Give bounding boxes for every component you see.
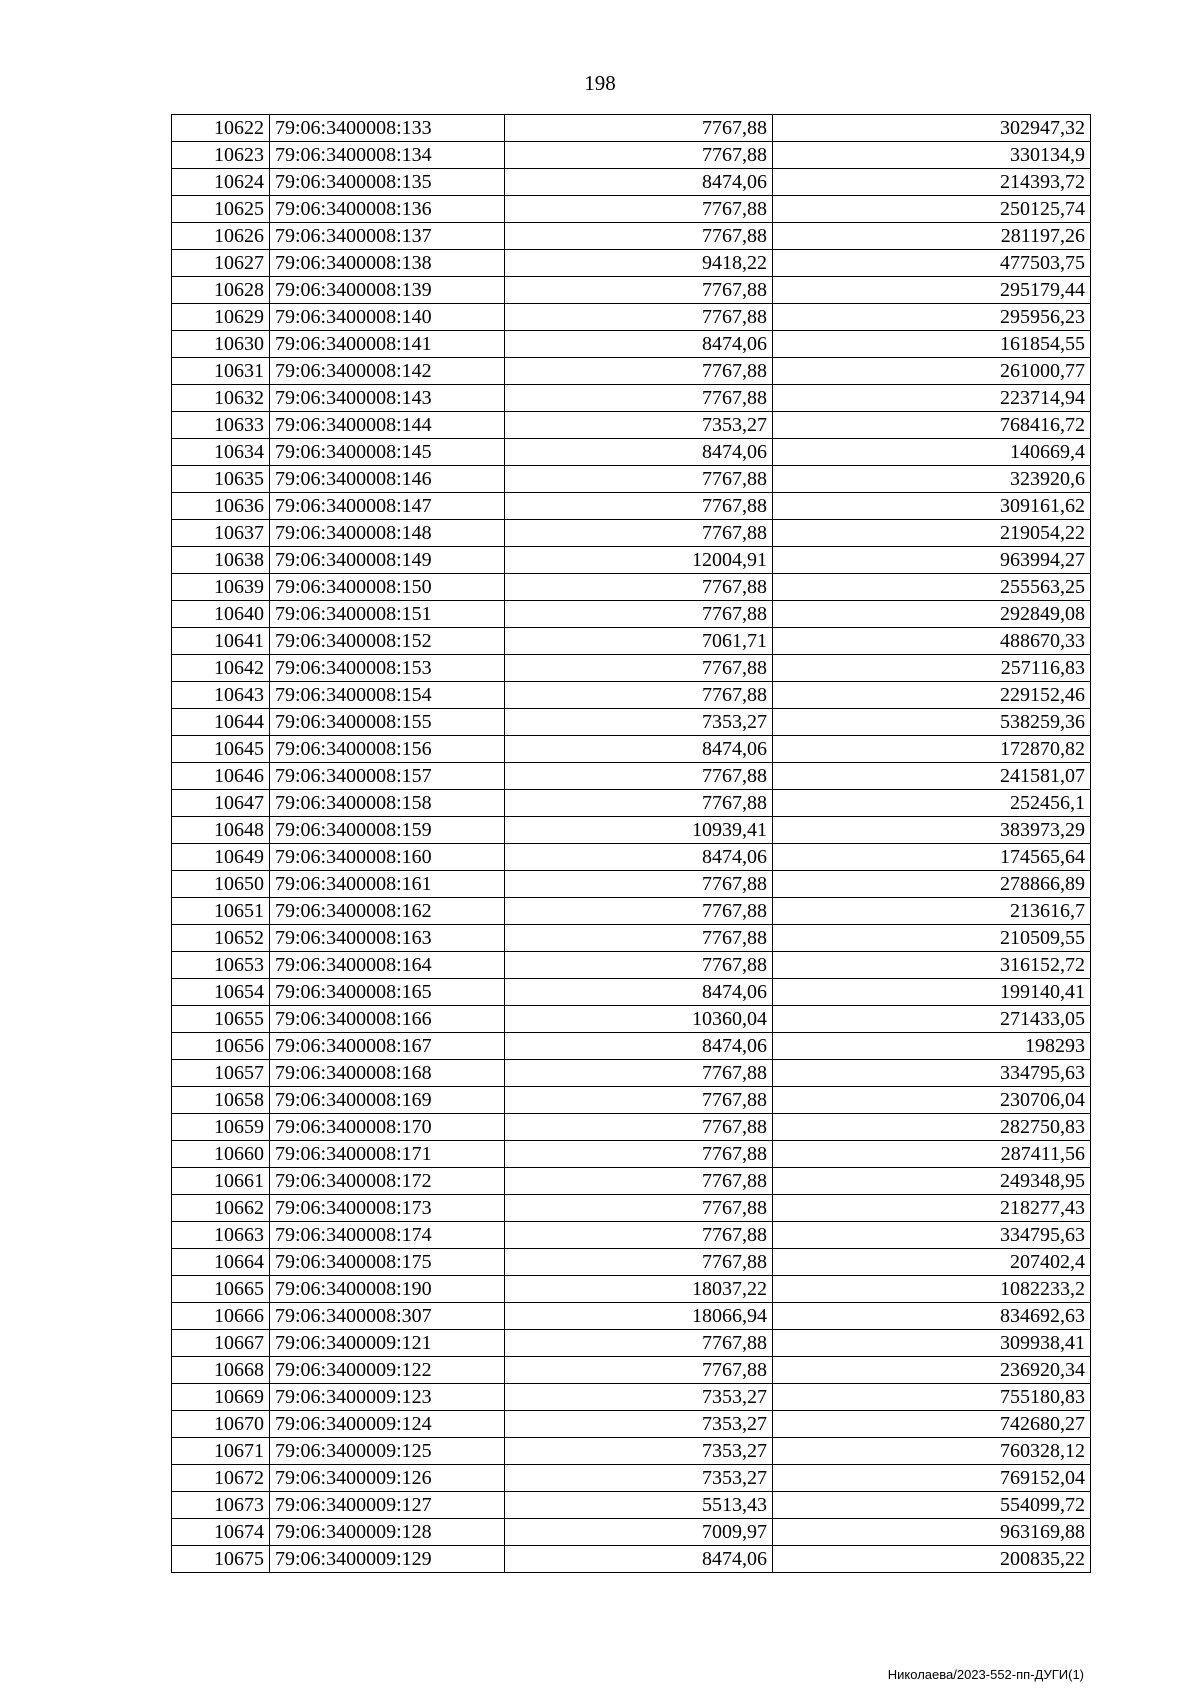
row-number-cell: 10639 [172, 574, 270, 601]
area-value-cell: 7767,88 [505, 682, 773, 709]
cadastral-value-cell: 250125,74 [773, 196, 1091, 223]
cadastral-value-cell: 161854,55 [773, 331, 1091, 358]
row-number-cell: 10649 [172, 844, 270, 871]
table-row [172, 1411, 1091, 1438]
area-value-cell: 7767,88 [505, 898, 773, 925]
cadastral-number-cell: 79:06:3400008:174 [270, 1222, 505, 1249]
area-value-cell: 12004,91 [505, 547, 773, 574]
area-value-cell: 8474,06 [505, 169, 773, 196]
cadastral-number-cell: 79:06:3400008:140 [270, 304, 505, 331]
cadastral-number-cell: 79:06:3400009:126 [270, 1465, 505, 1492]
area-value-cell: 7767,88 [505, 1195, 773, 1222]
row-number-cell: 10659 [172, 1114, 270, 1141]
row-number-cell: 10661 [172, 1168, 270, 1195]
cadastral-number-cell: 79:06:3400008:170 [270, 1114, 505, 1141]
cadastral-value-cell: 330134,9 [773, 142, 1091, 169]
table-body [172, 115, 1091, 1573]
table-row [172, 277, 1091, 304]
document-footer-reference: Николаева/2023-552-пп-ДУГИ(1) [887, 1667, 1084, 1682]
row-number-cell: 10652 [172, 925, 270, 952]
row-number-cell: 10672 [172, 1465, 270, 1492]
cadastral-value-cell: 554099,72 [773, 1492, 1091, 1519]
cadastral-number-cell: 79:06:3400008:165 [270, 979, 505, 1006]
cadastral-value-cell: 219054,22 [773, 520, 1091, 547]
cadastral-value-cell: 199140,41 [773, 979, 1091, 1006]
area-value-cell: 7767,88 [505, 925, 773, 952]
cadastral-number-cell: 79:06:3400009:121 [270, 1330, 505, 1357]
row-number-cell: 10638 [172, 547, 270, 574]
cadastral-value-cell: 213616,7 [773, 898, 1091, 925]
cadastral-value-cell: 538259,36 [773, 709, 1091, 736]
table-row [172, 682, 1091, 709]
table-row [172, 1519, 1091, 1546]
area-value-cell: 7767,88 [505, 358, 773, 385]
row-number-cell: 10671 [172, 1438, 270, 1465]
cadastral-value-cell: 834692,63 [773, 1303, 1091, 1330]
table-row [172, 1195, 1091, 1222]
cadastral-value-cell: 760328,12 [773, 1438, 1091, 1465]
area-value-cell: 7767,88 [505, 142, 773, 169]
cadastral-number-cell: 79:06:3400008:175 [270, 1249, 505, 1276]
area-value-cell: 7767,88 [505, 1168, 773, 1195]
cadastral-number-cell: 79:06:3400008:158 [270, 790, 505, 817]
table-row [172, 358, 1091, 385]
cadastral-number-cell: 79:06:3400008:139 [270, 277, 505, 304]
table-row [172, 493, 1091, 520]
cadastral-value-cell: 229152,46 [773, 682, 1091, 709]
area-value-cell: 7767,88 [505, 601, 773, 628]
area-value-cell: 8474,06 [505, 979, 773, 1006]
cadastral-value-cell: 768416,72 [773, 412, 1091, 439]
table-row [172, 844, 1091, 871]
table-row [172, 736, 1091, 763]
row-number-cell: 10634 [172, 439, 270, 466]
row-number-cell: 10647 [172, 790, 270, 817]
area-value-cell: 7767,88 [505, 1141, 773, 1168]
table-row [172, 1114, 1091, 1141]
cadastral-value-cell: 218277,43 [773, 1195, 1091, 1222]
cadastral-number-cell: 79:06:3400008:163 [270, 925, 505, 952]
table-row [172, 304, 1091, 331]
cadastral-number-cell: 79:06:3400008:144 [270, 412, 505, 439]
cadastral-number-cell: 79:06:3400008:138 [270, 250, 505, 277]
cadastral-number-cell: 79:06:3400008:150 [270, 574, 505, 601]
cadastral-value-cell: 1082233,2 [773, 1276, 1091, 1303]
table-row [172, 1330, 1091, 1357]
cadastral-value-cell: 488670,33 [773, 628, 1091, 655]
cadastral-value-cell: 477503,75 [773, 250, 1091, 277]
area-value-cell: 7767,88 [505, 304, 773, 331]
cadastral-number-cell: 79:06:3400008:142 [270, 358, 505, 385]
area-value-cell: 7767,88 [505, 1087, 773, 1114]
row-number-cell: 10670 [172, 1411, 270, 1438]
cadastral-value-cell: 963994,27 [773, 547, 1091, 574]
table-row [172, 1465, 1091, 1492]
table-row [172, 1033, 1091, 1060]
table-row [172, 763, 1091, 790]
cadastral-number-cell: 79:06:3400009:124 [270, 1411, 505, 1438]
row-number-cell: 10673 [172, 1492, 270, 1519]
row-number-cell: 10651 [172, 898, 270, 925]
row-number-cell: 10650 [172, 871, 270, 898]
area-value-cell: 7767,88 [505, 493, 773, 520]
cadastral-value-cell: 278866,89 [773, 871, 1091, 898]
table-row [172, 169, 1091, 196]
cadastral-value-cell: 255563,25 [773, 574, 1091, 601]
cadastral-number-cell: 79:06:3400008:164 [270, 952, 505, 979]
row-number-cell: 10664 [172, 1249, 270, 1276]
cadastral-number-cell: 79:06:3400008:167 [270, 1033, 505, 1060]
row-number-cell: 10663 [172, 1222, 270, 1249]
cadastral-number-cell: 79:06:3400008:151 [270, 601, 505, 628]
row-number-cell: 10653 [172, 952, 270, 979]
area-value-cell: 7353,27 [505, 1465, 773, 1492]
cadastral-number-cell: 79:06:3400008:156 [270, 736, 505, 763]
table-row [172, 250, 1091, 277]
table-row [172, 709, 1091, 736]
row-number-cell: 10655 [172, 1006, 270, 1033]
cadastral-value-cell: 172870,82 [773, 736, 1091, 763]
area-value-cell: 7767,88 [505, 655, 773, 682]
cadastral-number-cell: 79:06:3400008:166 [270, 1006, 505, 1033]
row-number-cell: 10627 [172, 250, 270, 277]
area-value-cell: 7767,88 [505, 952, 773, 979]
area-value-cell: 5513,43 [505, 1492, 773, 1519]
area-value-cell: 7767,88 [505, 466, 773, 493]
area-value-cell: 7767,88 [505, 196, 773, 223]
area-value-cell: 7353,27 [505, 709, 773, 736]
table-row [172, 1303, 1091, 1330]
cadastral-value-cell: 282750,83 [773, 1114, 1091, 1141]
cadastral-number-cell: 79:06:3400008:149 [270, 547, 505, 574]
cadastral-value-cell: 200835,22 [773, 1546, 1091, 1573]
table-row [172, 871, 1091, 898]
area-value-cell: 8474,06 [505, 331, 773, 358]
cadastral-value-cell: 140669,4 [773, 439, 1091, 466]
row-number-cell: 10668 [172, 1357, 270, 1384]
cadastral-number-cell: 79:06:3400008:141 [270, 331, 505, 358]
cadastral-number-cell: 79:06:3400008:171 [270, 1141, 505, 1168]
cadastral-number-cell: 79:06:3400008:137 [270, 223, 505, 250]
area-value-cell: 7767,88 [505, 385, 773, 412]
cadastral-number-cell: 79:06:3400008:161 [270, 871, 505, 898]
row-number-cell: 10656 [172, 1033, 270, 1060]
row-number-cell: 10674 [172, 1519, 270, 1546]
area-value-cell: 7767,88 [505, 520, 773, 547]
area-value-cell: 7767,88 [505, 223, 773, 250]
cadastral-value-cell: 174565,64 [773, 844, 1091, 871]
area-value-cell: 10360,04 [505, 1006, 773, 1033]
cadastral-number-cell: 79:06:3400008:155 [270, 709, 505, 736]
area-value-cell: 7767,88 [505, 1330, 773, 1357]
area-value-cell: 7767,88 [505, 763, 773, 790]
cadastral-value-cell: 210509,55 [773, 925, 1091, 952]
cadastral-value-cell: 323920,6 [773, 466, 1091, 493]
cadastral-number-cell: 79:06:3400008:136 [270, 196, 505, 223]
cadastral-value-cell: 769152,04 [773, 1465, 1091, 1492]
row-number-cell: 10628 [172, 277, 270, 304]
cadastral-value-cell: 295179,44 [773, 277, 1091, 304]
cadastral-number-cell: 79:06:3400009:128 [270, 1519, 505, 1546]
cadastral-number-cell: 79:06:3400008:143 [270, 385, 505, 412]
row-number-cell: 10658 [172, 1087, 270, 1114]
area-value-cell: 7767,88 [505, 1060, 773, 1087]
row-number-cell: 10648 [172, 817, 270, 844]
table-row [172, 1006, 1091, 1033]
row-number-cell: 10666 [172, 1303, 270, 1330]
cadastral-number-cell: 79:06:3400008:146 [270, 466, 505, 493]
row-number-cell: 10646 [172, 763, 270, 790]
cadastral-value-cell: 755180,83 [773, 1384, 1091, 1411]
cadastral-number-cell: 79:06:3400008:172 [270, 1168, 505, 1195]
row-number-cell: 10633 [172, 412, 270, 439]
table-row [172, 817, 1091, 844]
cadastral-value-cell: 302947,32 [773, 115, 1091, 142]
cadastral-number-cell: 79:06:3400008:160 [270, 844, 505, 871]
table-row [172, 439, 1091, 466]
area-value-cell: 7009,97 [505, 1519, 773, 1546]
cadastral-value-cell: 257116,83 [773, 655, 1091, 682]
area-value-cell: 7767,88 [505, 277, 773, 304]
table-row [172, 979, 1091, 1006]
area-value-cell: 10939,41 [505, 817, 773, 844]
row-number-cell: 10629 [172, 304, 270, 331]
cadastral-number-cell: 79:06:3400008:173 [270, 1195, 505, 1222]
row-number-cell: 10667 [172, 1330, 270, 1357]
table-row [172, 1492, 1091, 1519]
cadastral-number-cell: 79:06:3400009:123 [270, 1384, 505, 1411]
table-row [172, 1438, 1091, 1465]
cadastral-number-cell: 79:06:3400008:157 [270, 763, 505, 790]
table-row [172, 1384, 1091, 1411]
area-value-cell: 18037,22 [505, 1276, 773, 1303]
area-value-cell: 7767,88 [505, 790, 773, 817]
cadastral-number-cell: 79:06:3400008:152 [270, 628, 505, 655]
row-number-cell: 10662 [172, 1195, 270, 1222]
cadastral-value-cell: 249348,95 [773, 1168, 1091, 1195]
cadastral-number-cell: 79:06:3400008:133 [270, 115, 505, 142]
row-number-cell: 10643 [172, 682, 270, 709]
area-value-cell: 8474,06 [505, 844, 773, 871]
row-number-cell: 10630 [172, 331, 270, 358]
table-row [172, 1141, 1091, 1168]
row-number-cell: 10675 [172, 1546, 270, 1573]
area-value-cell: 18066,94 [505, 1303, 773, 1330]
cadastral-value-cell: 252456,1 [773, 790, 1091, 817]
cadastral-number-cell: 79:06:3400008:190 [270, 1276, 505, 1303]
table-row [172, 223, 1091, 250]
table-row [172, 520, 1091, 547]
cadastral-value-cell: 334795,63 [773, 1060, 1091, 1087]
row-number-cell: 10642 [172, 655, 270, 682]
area-value-cell: 8474,06 [505, 736, 773, 763]
table-row [172, 466, 1091, 493]
row-number-cell: 10665 [172, 1276, 270, 1303]
cadastral-value-cell: 281197,26 [773, 223, 1091, 250]
row-number-cell: 10632 [172, 385, 270, 412]
table-row [172, 196, 1091, 223]
row-number-cell: 10637 [172, 520, 270, 547]
area-value-cell: 7767,88 [505, 1114, 773, 1141]
area-value-cell: 7353,27 [505, 1411, 773, 1438]
table-row [172, 1222, 1091, 1249]
cadastral-number-cell: 79:06:3400008:135 [270, 169, 505, 196]
table-row [172, 574, 1091, 601]
table-row [172, 1087, 1091, 1114]
row-number-cell: 10626 [172, 223, 270, 250]
area-value-cell: 8474,06 [505, 1033, 773, 1060]
cadastral-value-cell: 261000,77 [773, 358, 1091, 385]
area-value-cell: 8474,06 [505, 439, 773, 466]
table-row [172, 412, 1091, 439]
cadastral-number-cell: 79:06:3400008:134 [270, 142, 505, 169]
row-number-cell: 10660 [172, 1141, 270, 1168]
cadastral-value-cell: 236920,34 [773, 1357, 1091, 1384]
table-row [172, 142, 1091, 169]
table-row [172, 1357, 1091, 1384]
area-value-cell: 7767,88 [505, 115, 773, 142]
row-number-cell: 10623 [172, 142, 270, 169]
cadastral-value-cell: 963169,88 [773, 1519, 1091, 1546]
cadastral-number-cell: 79:06:3400008:147 [270, 493, 505, 520]
cadastral-number-cell: 79:06:3400008:162 [270, 898, 505, 925]
row-number-cell: 10654 [172, 979, 270, 1006]
row-number-cell: 10636 [172, 493, 270, 520]
cadastral-number-cell: 79:06:3400008:154 [270, 682, 505, 709]
table-row [172, 601, 1091, 628]
cadastral-number-cell: 79:06:3400008:153 [270, 655, 505, 682]
cadastral-number-cell: 79:06:3400009:129 [270, 1546, 505, 1573]
cadastral-value-cell: 316152,72 [773, 952, 1091, 979]
area-value-cell: 7353,27 [505, 412, 773, 439]
row-number-cell: 10635 [172, 466, 270, 493]
cadastral-number-cell: 79:06:3400009:127 [270, 1492, 505, 1519]
cadastral-number-cell: 79:06:3400008:159 [270, 817, 505, 844]
cadastral-value-cell: 334795,63 [773, 1222, 1091, 1249]
row-number-cell: 10645 [172, 736, 270, 763]
row-number-cell: 10624 [172, 169, 270, 196]
area-value-cell: 7061,71 [505, 628, 773, 655]
cadastral-value-cell: 287411,56 [773, 1141, 1091, 1168]
table-row [172, 547, 1091, 574]
area-value-cell: 7767,88 [505, 871, 773, 898]
page-number: 198 [584, 71, 616, 95]
table-row [172, 790, 1091, 817]
cadastral-value-cell: 309161,62 [773, 493, 1091, 520]
cadastral-value-cell: 207402,4 [773, 1249, 1091, 1276]
area-value-cell: 9418,22 [505, 250, 773, 277]
cadastral-value-cell: 198293 [773, 1033, 1091, 1060]
area-value-cell: 7767,88 [505, 1357, 773, 1384]
row-number-cell: 10644 [172, 709, 270, 736]
cadastral-value-cell: 292849,08 [773, 601, 1091, 628]
area-value-cell: 8474,06 [505, 1546, 773, 1573]
table-row [172, 952, 1091, 979]
cadastral-value-cell: 271433,05 [773, 1006, 1091, 1033]
row-number-cell: 10631 [172, 358, 270, 385]
cadastral-number-cell: 79:06:3400008:307 [270, 1303, 505, 1330]
cadastral-value-cell: 241581,07 [773, 763, 1091, 790]
table-row [172, 385, 1091, 412]
table-row [172, 1546, 1091, 1573]
table-row [172, 331, 1091, 358]
row-number-cell: 10622 [172, 115, 270, 142]
cadastral-number-cell: 79:06:3400009:125 [270, 1438, 505, 1465]
area-value-cell: 7767,88 [505, 574, 773, 601]
row-number-cell: 10625 [172, 196, 270, 223]
table-row [172, 1168, 1091, 1195]
table-row [172, 898, 1091, 925]
cadastral-value-cell: 383973,29 [773, 817, 1091, 844]
cadastral-value-cell: 223714,94 [773, 385, 1091, 412]
cadastral-value-cell: 214393,72 [773, 169, 1091, 196]
row-number-cell: 10640 [172, 601, 270, 628]
cadastral-number-cell: 79:06:3400009:122 [270, 1357, 505, 1384]
cadastral-value-cell: 742680,27 [773, 1411, 1091, 1438]
table-row [172, 925, 1091, 952]
cadastral-number-cell: 79:06:3400008:168 [270, 1060, 505, 1087]
cadastral-number-cell: 79:06:3400008:145 [270, 439, 505, 466]
table-row [172, 1060, 1091, 1087]
area-value-cell: 7767,88 [505, 1222, 773, 1249]
cadastral-value-cell: 230706,04 [773, 1087, 1091, 1114]
cadastral-value-cell: 295956,23 [773, 304, 1091, 331]
area-value-cell: 7353,27 [505, 1384, 773, 1411]
row-number-cell: 10669 [172, 1384, 270, 1411]
cadastral-number-cell: 79:06:3400008:169 [270, 1087, 505, 1114]
area-value-cell: 7353,27 [505, 1438, 773, 1465]
table-row [172, 655, 1091, 682]
table-row [172, 1249, 1091, 1276]
cadastral-value-cell: 309938,41 [773, 1330, 1091, 1357]
row-number-cell: 10641 [172, 628, 270, 655]
table-row [172, 1276, 1091, 1303]
table-row [172, 628, 1091, 655]
area-value-cell: 7767,88 [505, 1249, 773, 1276]
cadastral-value-table [171, 114, 1091, 1573]
table-row [172, 115, 1091, 142]
cadastral-number-cell: 79:06:3400008:148 [270, 520, 505, 547]
row-number-cell: 10657 [172, 1060, 270, 1087]
